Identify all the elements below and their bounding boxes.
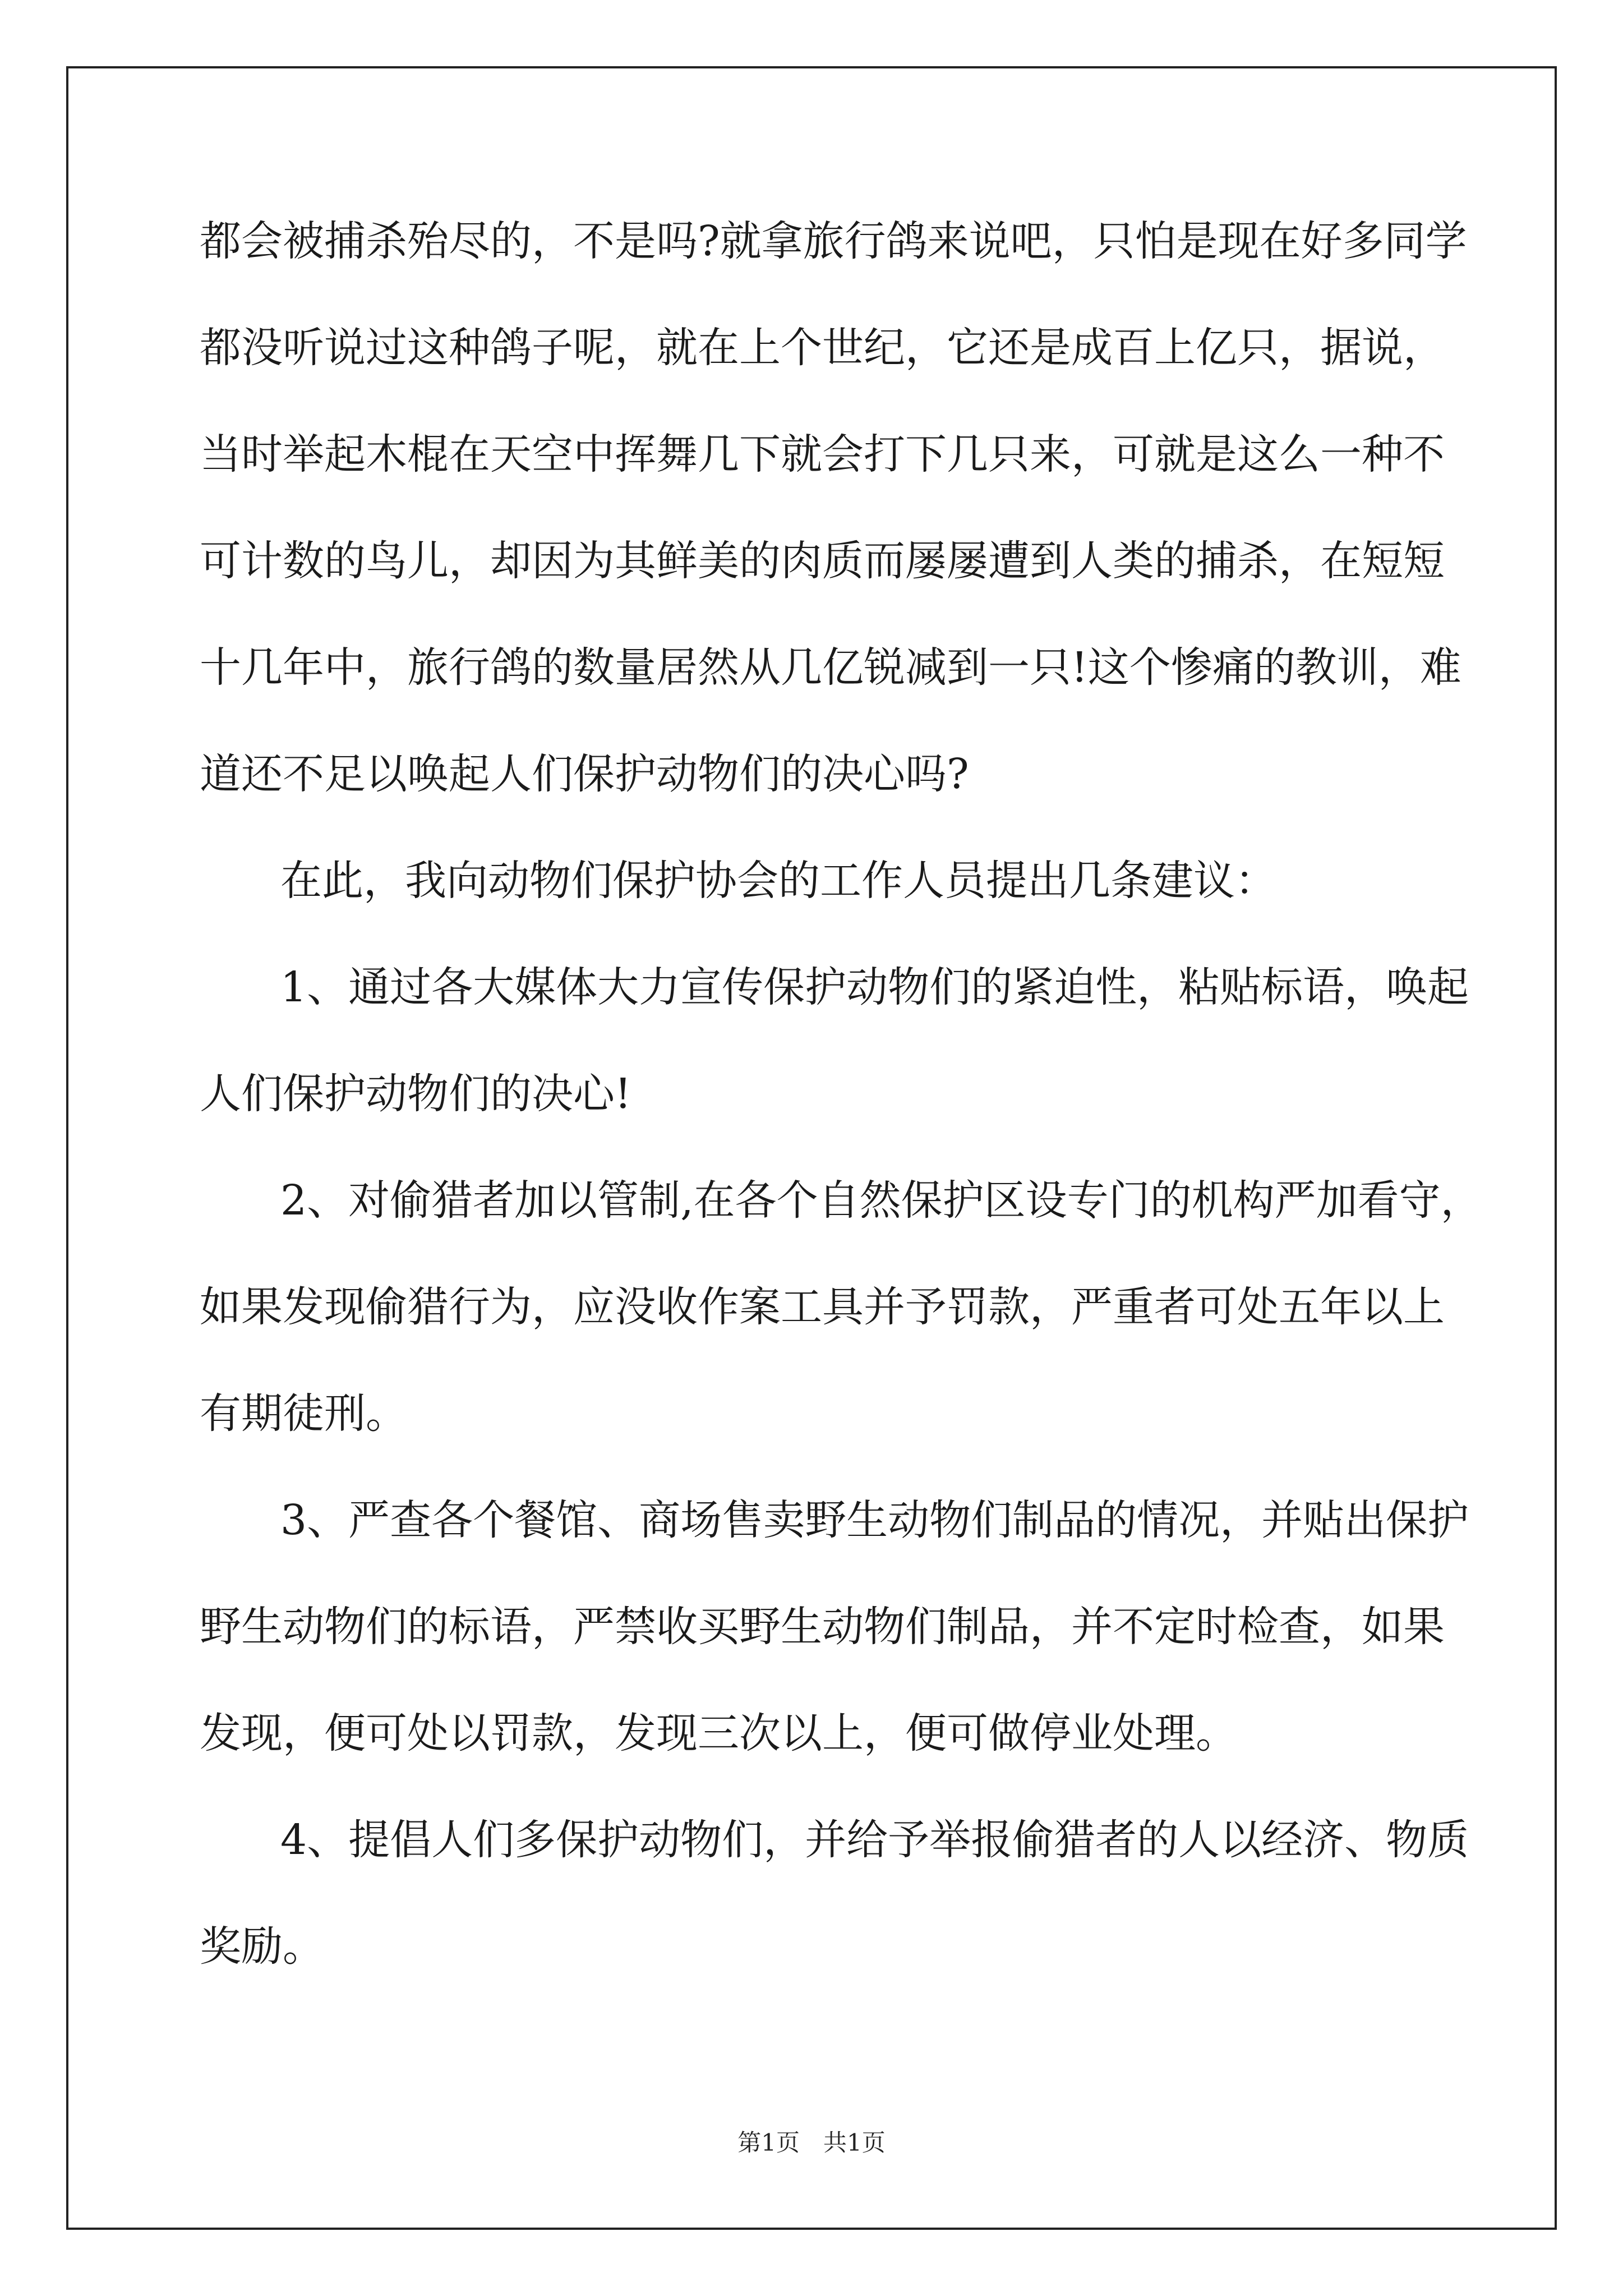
text-line: 道还不足以唤起人们保护动物们的决心吗? (200, 750, 969, 798)
suggestion-4-line: 奖励。 (200, 1922, 324, 1971)
paragraph-intro: 在此，我向动物们保护协会的工作人员提出几条建议： (280, 857, 1276, 905)
text-line: 十几年中，旅行鸽的数量居然从几亿锐减到一只!这个惨痛的教训，难 (200, 643, 1461, 692)
page-number-footer: 第1页 共1页 (737, 2129, 886, 2156)
suggestion-2-line: 有期徒刑。 (200, 1389, 407, 1438)
suggestion-1-line: 1、通过各大媒体大力宣传保护动物们的紧迫性，粘贴标语，唤起 (280, 963, 1469, 1011)
text-line: 可计数的鸟儿，却因为其鲜美的肉质而屡屡遭到人类的捕杀，在短短 (200, 537, 1445, 585)
suggestion-3-line: 野生动物们的标语，严禁收买野生动物们制品，并不定时检查，如果 (200, 1603, 1445, 1651)
suggestion-3-line: 发现，便可处以罚款，发现三次以上，便可做停业处理。 (200, 1709, 1237, 1757)
suggestion-1-line: 人们保护动物们的决心! (200, 1070, 631, 1118)
text-line: 都会被捕杀殆尽的，不是吗?就拿旅行鸽来说吧，只怕是现在好多同学 (200, 217, 1467, 265)
text-line: 都没听说过这种鸽子呢，就在上个世纪，它还是成百上亿只，据说， (200, 324, 1445, 372)
page-border (66, 66, 1557, 2230)
text-line: 当时举起木棍在天空中挥舞几下就会打下几只来，可就是这么一种不 (200, 430, 1445, 478)
suggestion-2-line: 如果发现偷猎行为，应没收作案工具并予罚款，严重者可处五年以上 (200, 1283, 1445, 1331)
suggestion-3-line: 3、严查各个餐馆、商场售卖野生动物们制品的情况，并贴出保护 (280, 1496, 1469, 1544)
suggestion-2-line: 2、对偷猎者加以管制,在各个自然保护区设专门的机构严加看守， (280, 1176, 1482, 1225)
suggestion-4-line: 4、提倡人们多保护动物们，并给予举报偷猎者的人以经济、物质 (280, 1816, 1469, 1864)
